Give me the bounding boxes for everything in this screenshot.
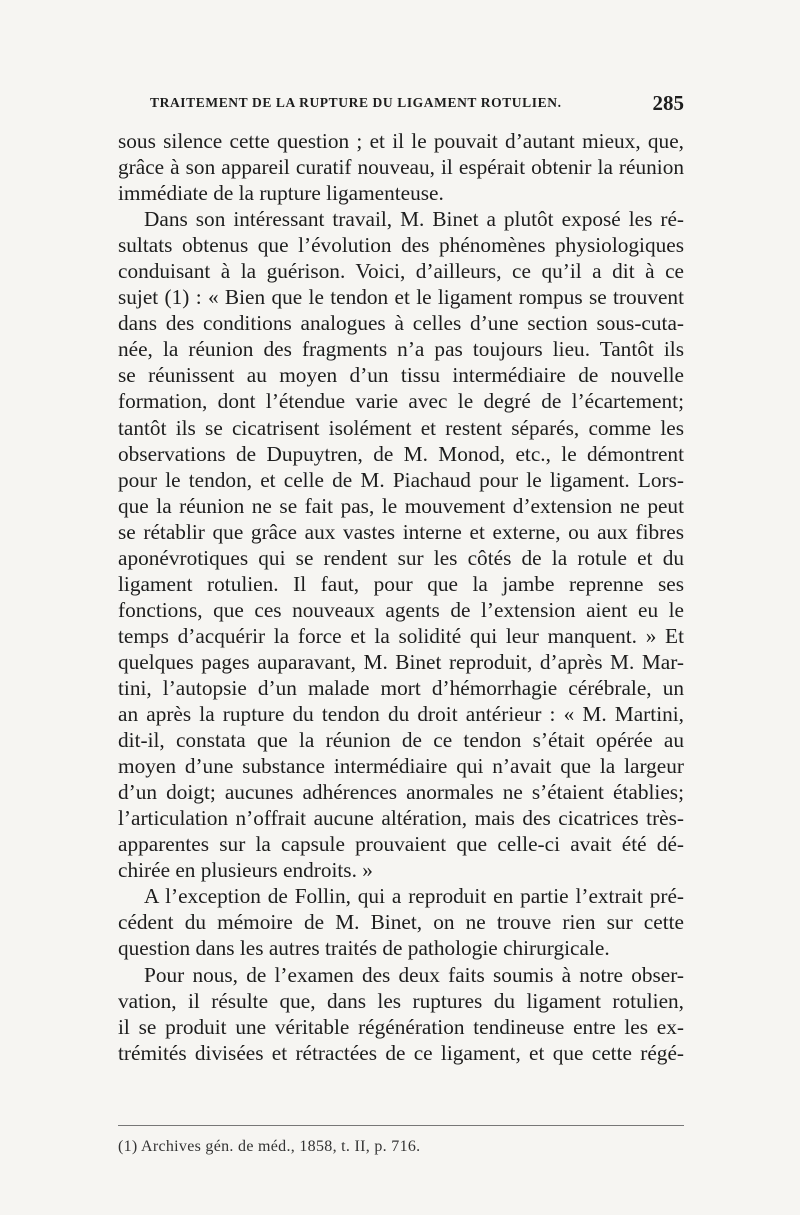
body-text (118, 128, 684, 1066)
text-line: sultats obtenus que l’évolution des phénomènes physiologiques (118, 233, 684, 258)
text-line: A l’exception de Follin, qui a reproduit en partie l’extrait pré- (144, 884, 684, 909)
text-line: ligament rotulien. Il faut, pour que la jambe reprenne ses (118, 571, 684, 596)
text-line: observations de Dupuytren, de M. Monod, etc., le démontrent (118, 441, 684, 466)
running-head (118, 91, 684, 121)
text-line: pour le tendon, et celle de M. Piachaud pour le ligament. Lors- (118, 467, 684, 492)
text-line: tini, l’autopsie d’un malade mort d’hémorrhagie cérébrale, un (118, 675, 684, 700)
text-line: temps d’acquérir la force et la solidité qui leur manquent. » Et (118, 623, 684, 648)
text-line: immédiate de la rupture ligamenteuse. (118, 181, 444, 206)
text-line: l’articulation n’offrait aucune altération, mais des cicatrices très- (118, 806, 684, 831)
footnote: (1) Archives gén. de méd., 1858, t. II, p. 716. (118, 1138, 421, 1155)
text-line: conduisant à la guérison. Voici, d’ailleurs, ce qu’il a dit à ce (118, 259, 684, 284)
page-number: 285 (652, 91, 684, 115)
text-line: vation, il résulte que, dans les ruptures du ligament rotulien, (118, 988, 684, 1013)
text-line: apparentes sur la capsule prouvaient que celle-ci avait été dé- (118, 832, 684, 857)
text-line: cédent du mémoire de M. Binet, on ne trouve rien sur cette (118, 910, 684, 935)
text-line: dit-il, constata que la réunion de ce tendon s’était opérée au (118, 728, 684, 753)
text-line: chirée en plusieurs endroits. » (118, 858, 373, 883)
text-line: formation, dont l’étendue varie avec le degré de l’écartement; (118, 389, 684, 414)
text-line: trémités divisées et rétractées de ce ligament, et que cette régé- (118, 1040, 684, 1065)
text-line: Dans son intéressant travail, M. Binet a plutôt exposé les ré- (144, 207, 684, 232)
text-line: dans des conditions analogues à celles d’une section sous-cuta- (118, 311, 684, 336)
text-line: moyen d’une substance intermédiaire qui n’avait que la largeur (118, 754, 684, 779)
text-line: sujet (1) : « Bien que le tendon et le ligament rompus se trouvent (118, 285, 684, 310)
text-line: Pour nous, de l’examen des deux faits soumis à notre obser- (144, 962, 684, 987)
text-line: an après la rupture du tendon du droit antérieur : « M. Martini, (118, 702, 684, 727)
text-line: il se produit une véritable régénération tendineuse entre les ex- (118, 1014, 684, 1039)
text-line: se rétablir que grâce aux vastes interne et externe, ou aux fibres (118, 519, 684, 544)
footnote-divider (118, 1125, 684, 1126)
text-line: question dans les autres traités de pathologie chirurgicale. (118, 936, 610, 961)
text-line: aponévrotiques qui se rendent sur les côtés de la rotule et du (118, 545, 684, 570)
text-line: tantôt ils se cicatrisent isolément et restent séparés, comme les (118, 415, 684, 440)
text-line: se réunissent au moyen d’un tissu intermédiaire de nouvelle (118, 363, 684, 388)
text-line: grâce à son appareil curatif nouveau, il espérait obtenir la réunion (118, 155, 684, 180)
text-line: que la réunion ne se fait pas, le mouvement d’extension ne peut (118, 493, 684, 518)
text-line: d’un doigt; aucunes adhérences anormales ne s’étaient établies; (118, 780, 684, 805)
text-line: quelques pages auparavant, M. Binet reproduit, d’après M. Mar- (118, 649, 684, 674)
text-line: née, la réunion des fragments n’a pas toujours lieu. Tantôt ils (118, 337, 684, 362)
running-title: TRAITEMENT DE LA RUPTURE DU LIGAMENT ROTULIEN. (150, 95, 562, 110)
text-line: fonctions, que ces nouveaux agents de l’extension aient eu le (118, 597, 684, 622)
text-line: sous silence cette question ; et il le pouvait d’autant mieux, que, (118, 129, 684, 153)
